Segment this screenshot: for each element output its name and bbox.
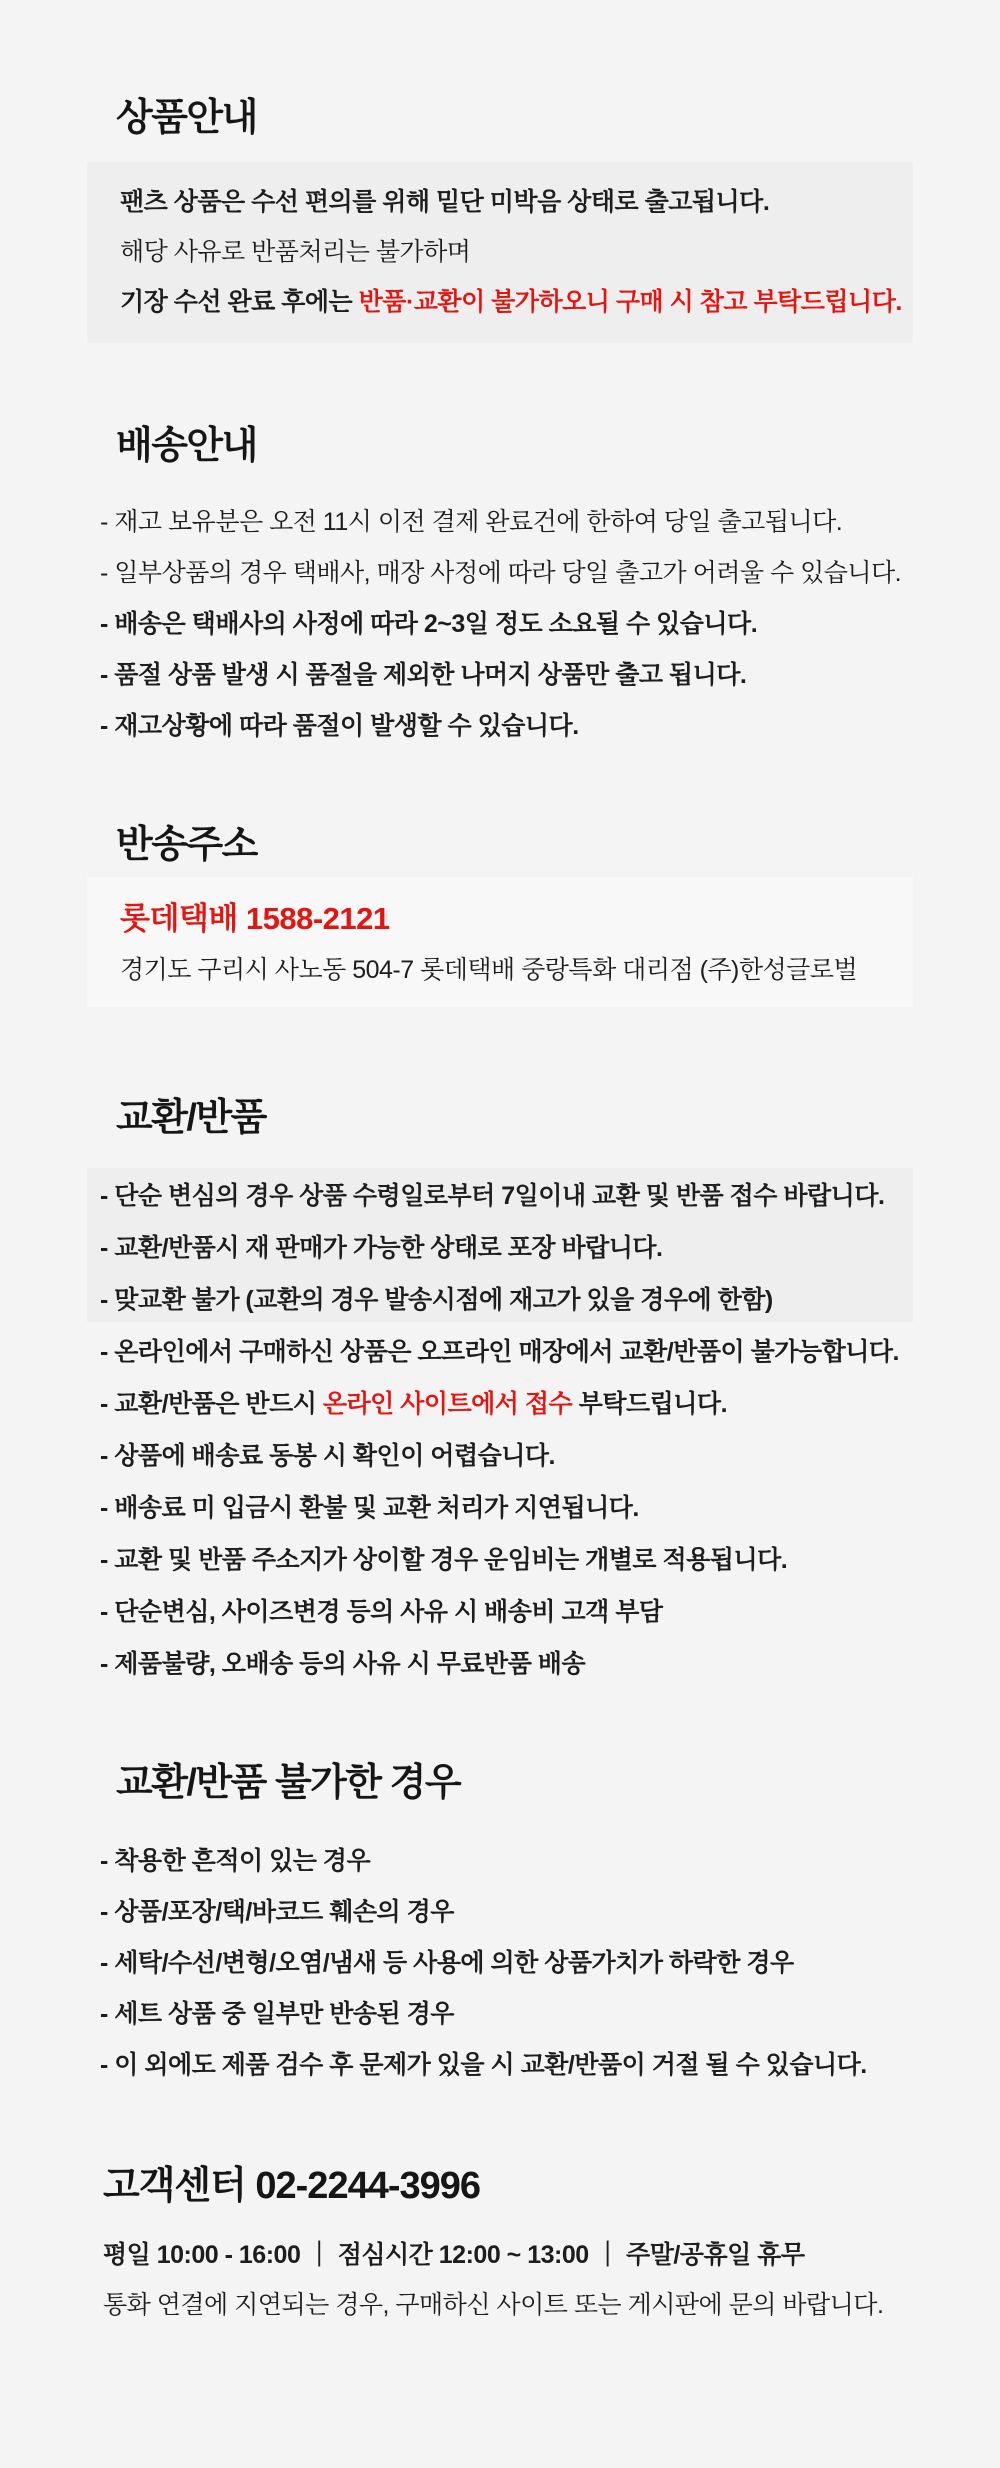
return-address-text: 경기도 구리시 사노동 504-7 롯데택배 중랑특화 대리점 (주)한성글로벌 (120, 956, 858, 984)
exchange-item: - 맞교환 불가 (교환의 경우 발송시점에 재고가 있을 경우에 한함) (100, 1286, 773, 1314)
exchange-item: - 배송료 미 입금시 환불 및 교환 처리가 지연됩니다. (100, 1494, 639, 1522)
exchange-item: - 온라인에서 구매하신 상품은 오프라인 매장에서 교환/반품이 불가능합니다. (100, 1338, 899, 1366)
denied-item: - 착용한 흔적이 있는 경우 (100, 1847, 371, 1875)
denied-item: - 상품/포장/택/바코드 훼손의 경우 (100, 1898, 454, 1926)
exchange-item: - 교환 및 반품 주소지가 상이할 경우 운임비는 개별로 적용됩니다. (100, 1546, 788, 1574)
exchange-item-online-suffix: 부탁드립니다. (572, 1390, 728, 1418)
section-title-shipping-info: 배송안내 (116, 425, 257, 467)
exchange-item-online-prefix: - 교환/반품은 반드시 (100, 1390, 323, 1418)
section-title-product-info: 상품안내 (116, 97, 257, 139)
denied-item: - 세탁/수선/변형/오염/냄새 등 사용에 의한 상품가치가 하락한 경우 (100, 1949, 794, 1977)
section-title-exchange-denied: 교환/반품 불가한 경우 (116, 1762, 461, 1804)
exchange-return-list (100, 1170, 899, 1690)
exchange-item: - 제품불량, 오배송 등의 사유 시 무료반품 배송 (100, 1650, 586, 1678)
shipping-item: - 품절 상품 발생 시 품절을 제외한 나머지 상품만 출고 됩니다. (100, 661, 747, 689)
customer-center-note: 통화 연결에 지연되는 경우, 구매하신 사이트 또는 게시판에 문의 바랍니다. (103, 2291, 884, 2319)
shipping-item: - 재고 보유분은 오전 11시 이전 결제 완료건에 한하여 당일 출고됩니다. (100, 508, 843, 536)
exchange-item: - 교환/반품시 재 판매가 가능한 상태로 포장 바랍니다. (100, 1234, 663, 1262)
return-courier-phone: 롯데택배 1588-2121 (120, 901, 390, 936)
shipping-item: - 배송은 택배사의 사정에 따라 2~3일 정도 소요될 수 있습니다. (100, 610, 758, 638)
return-address-panel (87, 877, 913, 1007)
section-title-return-address: 반송주소 (116, 824, 257, 866)
shipping-item: - 재고상황에 따라 품절이 발생할 수 있습니다. (100, 712, 579, 740)
exchange-item: - 단순변심, 사이즈변경 등의 사유 시 배송비 고객 부담 (100, 1598, 663, 1626)
customer-center-title: 고객센터 02-2244-3996 (103, 2165, 481, 2207)
exchange-denied-list (100, 1836, 867, 2091)
product-info-panel (87, 162, 913, 343)
exchange-item-online-red: 온라인 사이트에서 접수 (322, 1390, 573, 1418)
section-title-exchange-return: 교환/반품 (116, 1097, 266, 1139)
product-info-notice-2: 해당 사유로 반품처리는 불가하며 (120, 238, 471, 266)
exchange-item: - 상품에 배송료 동봉 시 확인이 어렵습니다. (100, 1442, 555, 1470)
denied-item: - 이 외에도 제품 검수 후 문제가 있을 시 교환/반품이 거절 될 수 있습니다. (100, 2051, 867, 2079)
exchange-item-online-only (100, 1378, 899, 1430)
denied-item: - 세트 상품 중 일부만 반송된 경우 (100, 2000, 454, 2028)
shipping-info-list (100, 497, 901, 752)
product-info-notice-1: 팬츠 상품은 수선 편의를 위해 밑단 미박음 상태로 출고됩니다. (120, 188, 770, 216)
shipping-item: - 일부상품의 경우 택배사, 매장 사정에 따라 당일 출고가 어려울 수 있습니다. (100, 559, 902, 587)
product-info-notice-3 (120, 277, 902, 327)
exchange-item: - 단순 변심의 경우 상품 수령일로부터 7일이내 교환 및 반품 접수 바랍니다. (100, 1182, 885, 1210)
product-info-notice-3-prefix: 기장 수선 완료 후에는 (120, 288, 359, 316)
product-info-notice-3-warning: 반품·교환이 불가하오니 구매 시 참고 부탁드립니다. (358, 288, 902, 316)
customer-center-hours: 평일 10:00 - 16:00 ｜ 점심시간 12:00 ~ 13:00 ｜ 주말/공휴일 휴무 (103, 2241, 805, 2269)
